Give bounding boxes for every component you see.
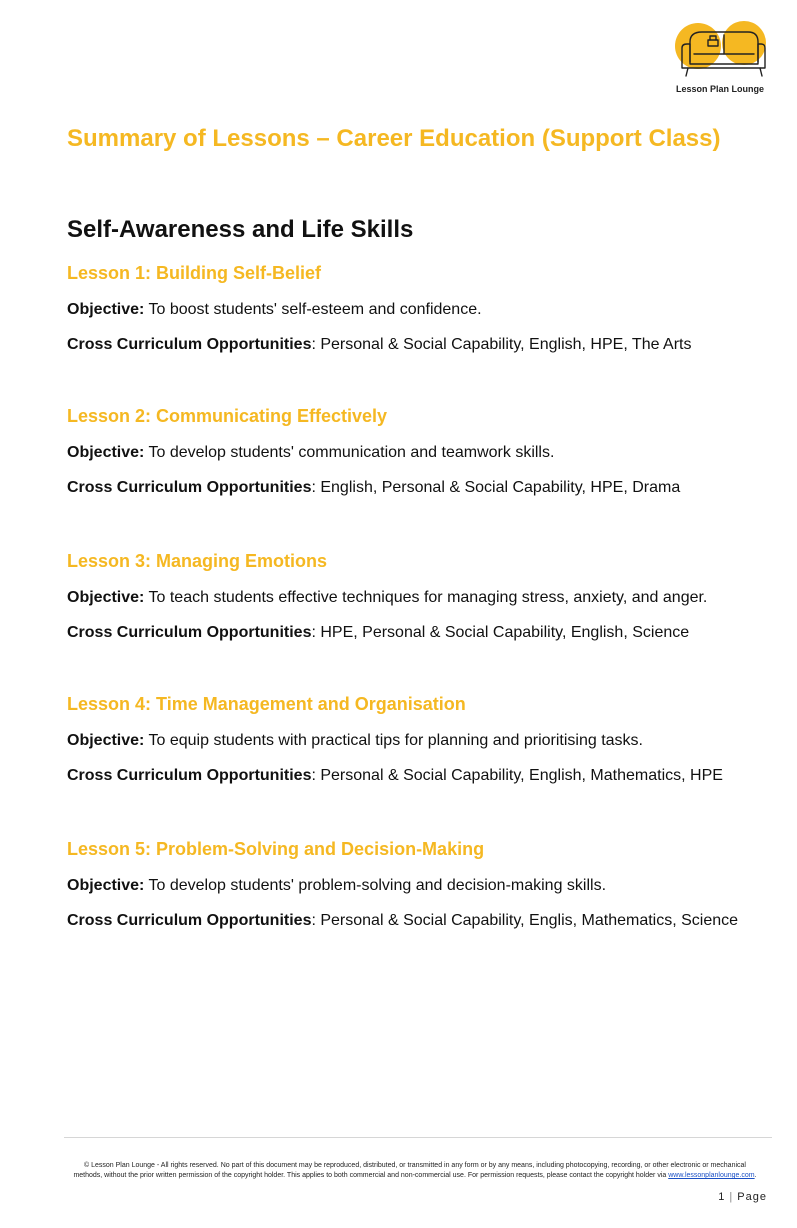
- footer-copyright: © Lesson Plan Lounge - All rights reserved. No part of this document may be reproduced, distributed, or transmitted in any form or by any means, including photocopying, recording, or other electronic or mechanical methods, without the prior written permission of the copyright holder. This applies to both commercial and non-commercial use. For permission requests, please contact the copyright holder via www.lessonplanlounge.com.: [73, 1162, 757, 1179]
- logo-wordmark: Lesson Plan Lounge: [675, 84, 764, 94]
- objective-label: Objective:: [67, 301, 145, 318]
- lesson-2: [67, 405, 772, 499]
- objective-text: To equip students with practical tips for planning and prioritising tasks.: [148, 732, 643, 749]
- lesson-title: Lesson 1: Building Self-Belief: [67, 263, 322, 283]
- page-number: [718, 1191, 767, 1203]
- document-title: Summary of Lessons – Career Education (Support Class): [67, 125, 721, 152]
- cross-curriculum-text: : Personal & Social Capability, English, Mathematics, HPE: [311, 767, 723, 784]
- objective-text: To boost students' self-esteem and confidence.: [148, 301, 482, 318]
- lesson-objective: [67, 729, 772, 752]
- objective-text: To develop students' problem-solving and decision-making skills.: [148, 877, 607, 894]
- objective-text: To develop students' communication and teamwork skills.: [148, 444, 555, 461]
- cross-curriculum-label: Cross Curriculum Opportunities: [67, 767, 312, 784]
- lesson-title: Lesson 3: Managing Emotions: [67, 551, 328, 571]
- page-number-value: 1: [718, 1191, 726, 1203]
- objective-label: Objective:: [67, 732, 145, 749]
- lesson-cross-curriculum: [67, 621, 772, 644]
- lesson-title: Lesson 2: Communicating Effectively: [67, 406, 388, 426]
- page-label: Page: [737, 1191, 767, 1203]
- lesson-cross-curriculum: [67, 909, 772, 932]
- lesson-cross-curriculum: [67, 476, 772, 499]
- lesson-objective: [67, 441, 772, 464]
- lesson-3: [67, 550, 772, 644]
- objective-label: Objective:: [67, 589, 145, 606]
- cross-curriculum-label: Cross Curriculum Opportunities: [67, 624, 312, 641]
- lesson-4: [67, 693, 772, 787]
- footer-website-link[interactable]: www.lessonplanlounge.com: [668, 1172, 755, 1179]
- lesson-objective: [67, 874, 772, 897]
- objective-label: Objective:: [67, 877, 145, 894]
- sofa-logo-icon: [672, 18, 768, 82]
- lesson-cross-curriculum: [67, 333, 772, 356]
- lesson-title: Lesson 4: Time Management and Organisation: [67, 694, 466, 714]
- cross-curriculum-label: Cross Curriculum Opportunities: [67, 336, 312, 353]
- lesson-objective: [67, 586, 772, 609]
- lesson-1: [67, 262, 772, 356]
- lesson-title: Lesson 5: Problem-Solving and Decision-Making: [67, 839, 485, 859]
- cross-curriculum-text: : English, Personal & Social Capability, HPE, Drama: [311, 479, 681, 496]
- cross-curriculum-label: Cross Curriculum Opportunities: [67, 912, 312, 929]
- lesson-cross-curriculum: [67, 764, 772, 787]
- cross-curriculum-text: : HPE, Personal & Social Capability, English, Science: [311, 624, 690, 641]
- cross-curriculum-text: : Personal & Social Capability, English, HPE, The Arts: [311, 336, 692, 353]
- lesson-objective: [67, 298, 772, 321]
- footer-divider: [64, 1137, 772, 1138]
- brand-logo: [668, 18, 772, 98]
- page-separator: |: [729, 1191, 734, 1203]
- section-heading: Self-Awareness and Life Skills: [67, 216, 414, 243]
- cross-curriculum-label: Cross Curriculum Opportunities: [67, 479, 312, 496]
- lesson-5: [67, 838, 772, 932]
- objective-label: Objective:: [67, 444, 145, 461]
- cross-curriculum-text: : Personal & Social Capability, Englis, Mathematics, Science: [311, 912, 739, 929]
- copyright-text: © Lesson Plan Lounge - All rights reserved. No part of this document may be reproduced, distributed, or transmitted in any form or by any means, including photocopying, recording, or other electronic or mechanical methods, without the prior written permission of the copyright holder. This applies to both commercial and non-commercial use. For permission requests, please contact the copyright holder via: [73, 1162, 746, 1179]
- objective-text: To teach students effective techniques for managing stress, anxiety, and anger.: [148, 589, 708, 606]
